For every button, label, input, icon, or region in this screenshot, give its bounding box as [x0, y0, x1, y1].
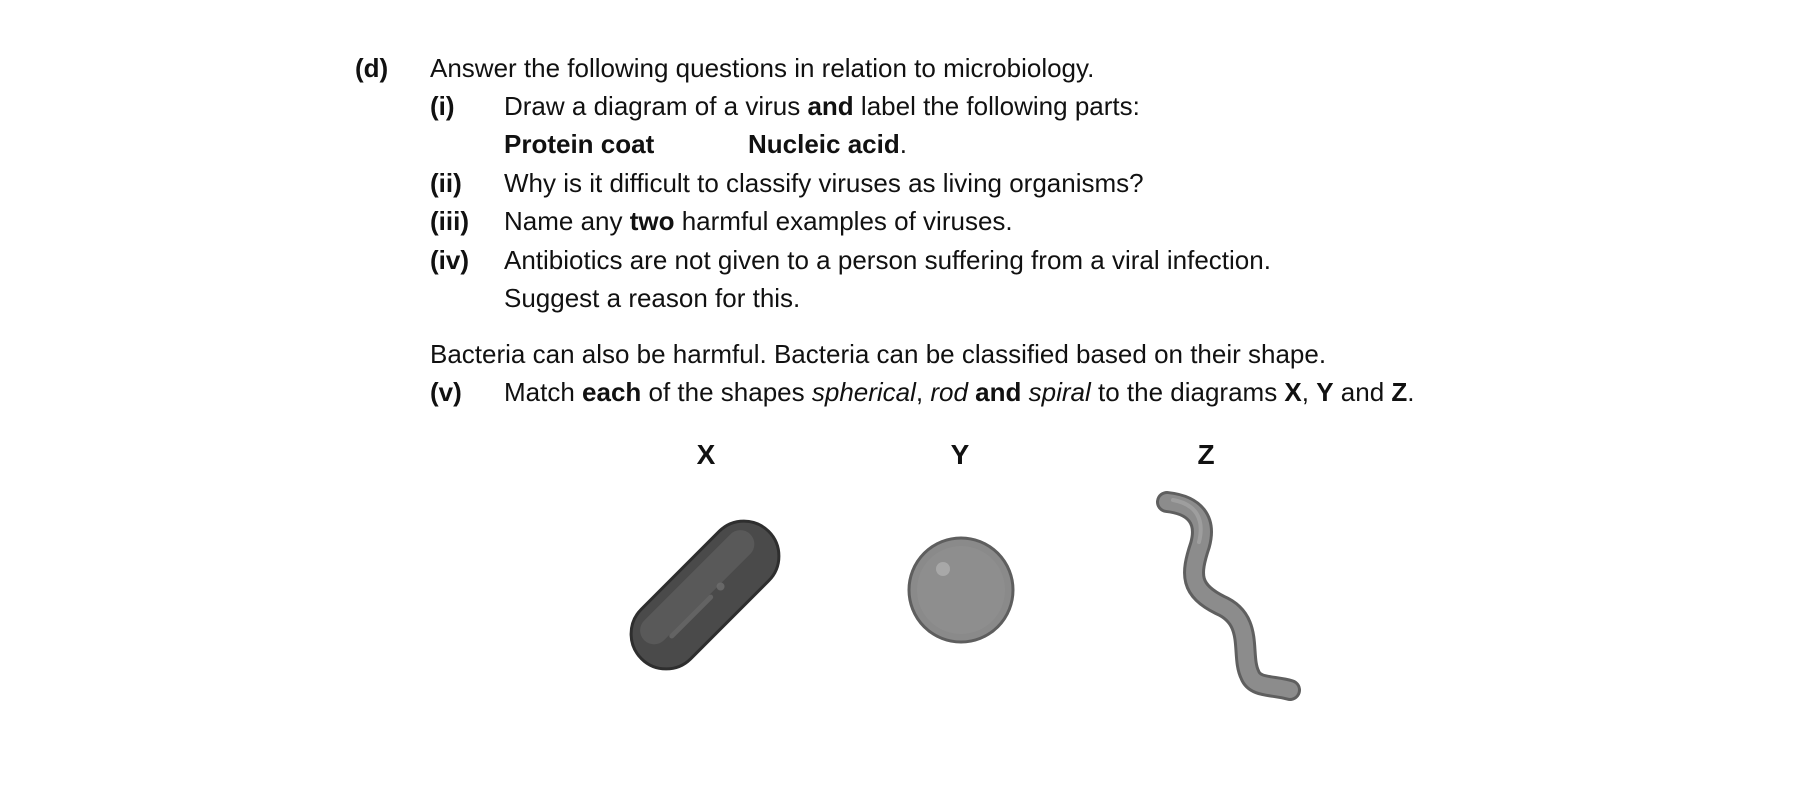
item-label-iv: (iv)	[430, 245, 469, 275]
item-text-v: Match each of the shapes spherical, rod and spiral to the diagrams X, Y and Z.	[504, 377, 1415, 407]
item-text-iii: Name any two harmful examples of viruses.	[504, 206, 1013, 236]
bacteria-intro: Bacteria can also be harmful. Bacteria can be classified based on their shape.	[430, 339, 1327, 369]
rod-bacterium-icon	[610, 500, 800, 690]
diagram-label-y: Y	[950, 439, 970, 470]
spiral-bacterium-icon	[1155, 490, 1305, 705]
virus-labels-list	[504, 127, 654, 161]
item-text-iv-line1: Antibiotics are not given to a person suffering from a viral infection.	[504, 245, 1271, 275]
sphere-bacterium-icon	[906, 535, 1016, 645]
item-text-ii: Why is it difficult to classify viruses as living organisms?	[504, 168, 1144, 198]
label-nucleic-acid: Nucleic acid	[748, 129, 900, 159]
diagram-label-z: Z	[1197, 439, 1215, 470]
diagram-label-x: X	[696, 439, 716, 470]
intro-text: Answer the following questions in relation to microbiology.	[430, 53, 1095, 83]
item-text-iv-line2: Suggest a reason for this.	[504, 283, 801, 313]
item-label-iii: (iii)	[430, 206, 469, 236]
virus-labels-list-2: Nucleic acid.	[748, 129, 907, 159]
item-text-i: Draw a diagram of a virus and label the following parts:	[504, 91, 1140, 121]
part-label: (d)	[355, 53, 389, 83]
item-label-v: (v)	[430, 377, 462, 407]
item-label-ii: (ii)	[430, 168, 462, 198]
item-label-i: (i)	[430, 91, 455, 121]
label-protein-coat: Protein coat	[504, 129, 655, 159]
